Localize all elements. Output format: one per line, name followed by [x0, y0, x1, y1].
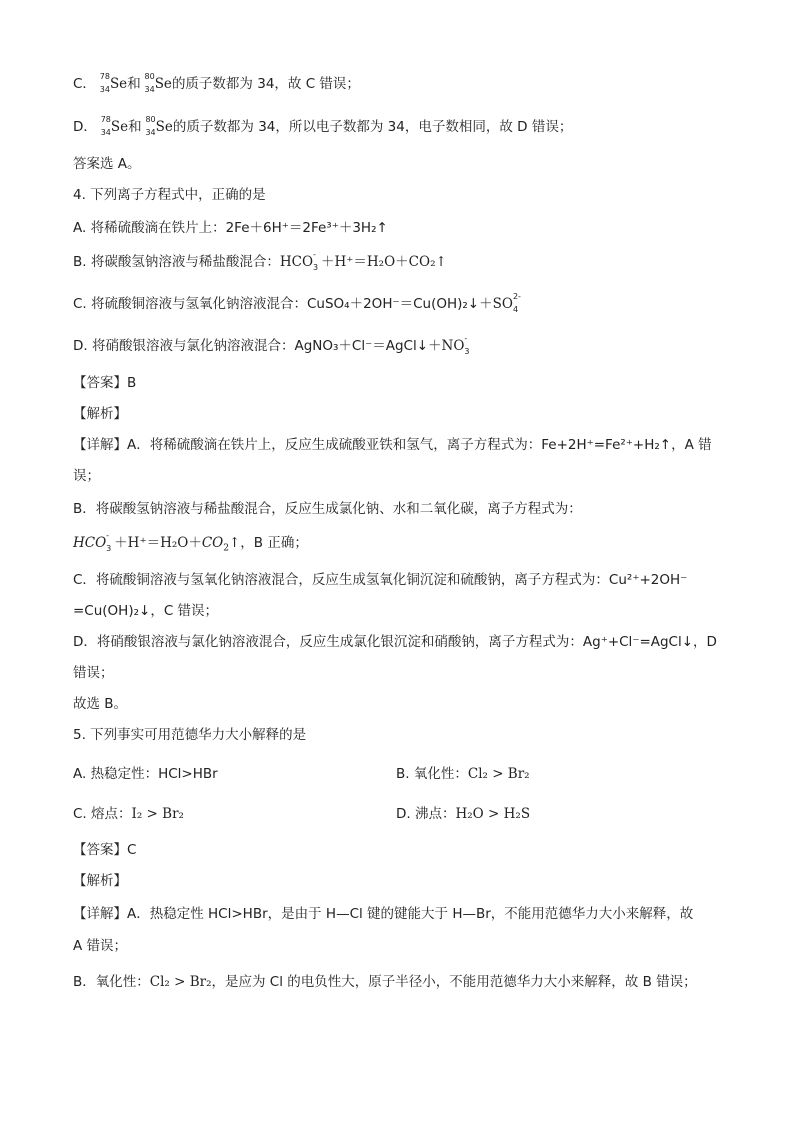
q5-detail-b: B．氧化性：Cl₂ > Br₂，是应为 Cl 的电负性大，原子半径小，不能用范德华力大小来解释，故 B 错误； [73, 974, 697, 990]
option-c-explanation: C． 78 34 Se和 80 34 Se的质子数都为 34，故 C 错误； [73, 72, 360, 94]
q4-detail-c-cont: =Cu(OH)₂↓，C 错误； [73, 603, 219, 619]
isotope-se-80: 80 34 [145, 115, 156, 137]
q4-conclusion: 故选 B。 [73, 696, 128, 712]
q5-detail-a-cont: A 错误； [73, 938, 128, 954]
isotope-se-80: 80 34 [144, 72, 155, 94]
q5-detail-a: 【详解】A．热稳定性 HCl>HBr，是由于 H—Cl 键的键能大于 H—Br，不能用范德华力大小来解释，故 [73, 906, 694, 922]
q4-detail-a: 【详解】A．将稀硫酸滴在铁片上，反应生成硫酸亚铁和氢气，离子方程式为：Fe+2H⁺=Fe²⁺+H₂↑，A 错 [73, 437, 712, 453]
q4-detail-b-equation: HCO - 3 $+H^+=H_2O+CO_2↑$，B 正确； [73, 531, 308, 554]
q4-option-d: D. 将硝酸银溶液与氯化钠溶液混合：AgNO₃＋Cl⁻＝AgCl↓＋NO - 3 [73, 334, 470, 356]
q5-option-b: B. 氧化性：Cl₂ > Br₂ [396, 766, 530, 782]
q4-detail-d: D．将硝酸银溶液与氯化钠溶液混合，反应生成氯化银沉淀和硝酸钠，离子方程式为：Ag⁺+Cl⁻=AgCl↓，D [73, 634, 717, 650]
q4-detail-d-cont: 错误； [73, 665, 114, 681]
q5-analysis-tag: 【解析】 [73, 873, 127, 889]
q4-answer: 【答案】B [73, 375, 137, 391]
q4-option-a: A. 将稀硫酸滴在铁片上：2Fe＋6H⁺＝2Fe³⁺＋3H₂↑ [73, 220, 388, 236]
option-d-explanation: D． 78 34 Se和 80 34 Se的质子数都为 34，所以电子数都为 34，电子数相同，故 D 错误； [73, 115, 573, 137]
q4-detail-c: C．将硫酸铜溶液与氢氧化钠溶液混合，反应生成氢氧化铜沉淀和硫酸钠，离子方程式为：Cu²⁺+2OH⁻ [73, 572, 688, 588]
q4-option-c: C. 将硫酸铜溶液与氢氧化钠溶液混合：CuSO₄＋2OH⁻＝Cu(OH)₂↓＋SO 2- 4 [73, 292, 521, 314]
isotope-se-78: 78 34 [99, 72, 110, 94]
q5-option-d: D. 沸点：H₂O > H₂S [396, 806, 531, 822]
question-5-stem: 5. 下列事实可用范德华力大小解释的是 [73, 727, 307, 743]
q4-detail-b: B．将碳酸氢钠溶液与稀盐酸混合，反应生成氯化钠、水和二氧化碳，离子方程式为： [73, 501, 582, 517]
q4-analysis-tag: 【解析】 [73, 406, 127, 422]
q5-option-a: A. 热稳定性：HCl>HBr [73, 766, 218, 782]
q4-detail-a-cont: 误； [73, 468, 100, 484]
q5-answer: 【答案】C [73, 842, 137, 858]
answer-summary: 答案选 A。 [73, 156, 141, 172]
q5-option-c: C. 熔点：I₂ > Br₂ [73, 806, 184, 822]
isotope-se-78: 78 34 [100, 115, 111, 137]
question-4-stem: 4. 下列离子方程式中，正确的是 [73, 187, 266, 203]
q4-option-b: B. 将碳酸氢钠溶液与稀盐酸混合：HCO - 3 ＋H⁺＝H₂O＋CO₂↑ [73, 250, 447, 272]
